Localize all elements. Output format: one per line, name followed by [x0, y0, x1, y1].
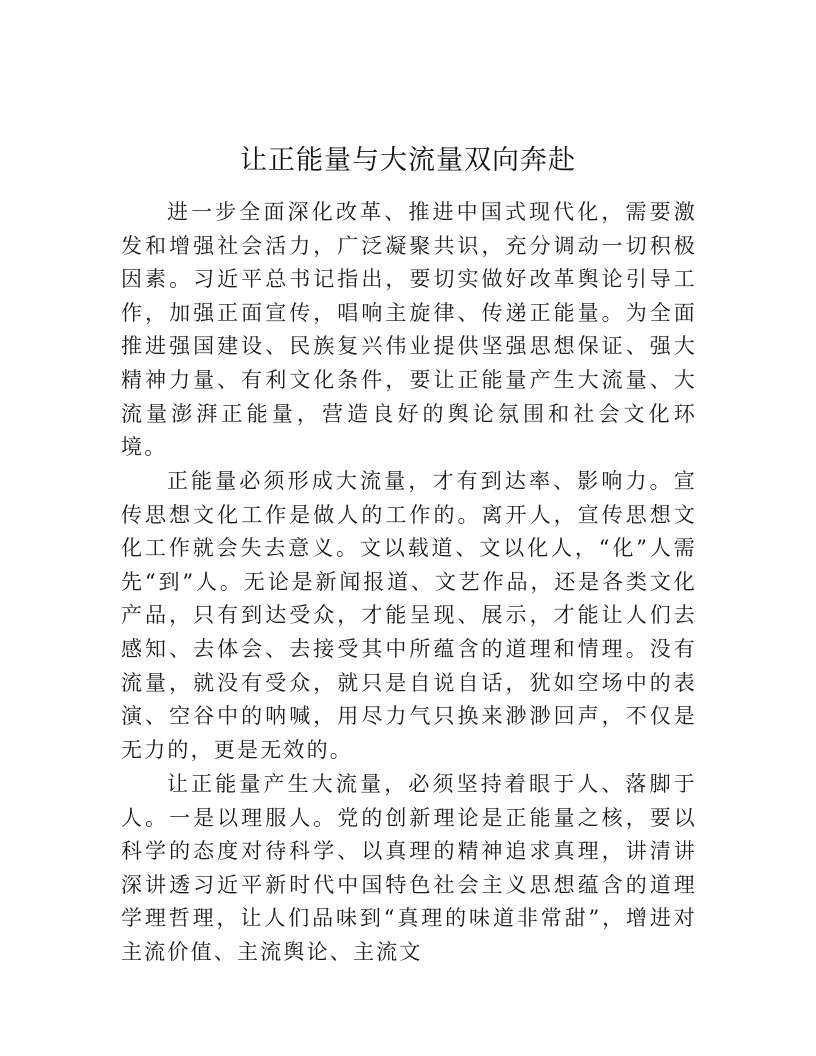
paragraph-1: 进一步全面深化改革、推进中国式现代化，需要激发和增强社会活力，广泛凝聚共识，充分调动一切积极因素。习近平总书记指出，要切实做好改革舆论引导工作，加强正面宣传，唱响主旋律、传递正能量。为全面推进强国建设、民族复兴伟业提供坚强思想保证、强大精神力量、有利文化条件，要让正能量产生大流量、大流量澎湃正能量，营造良好的舆论氛围和社会文化环境。: [121, 200, 697, 460]
paragraph-2: 正能量必须形成大流量，才有到达率、影响力。宣传思想文化工作是做人的工作的。离开人，宣传思想文化工作就会失去意义。文以载道、文以化人，“化”人需先“到”人。无论是新闻报道、文艺作品，还是各类文化产品，只有到达受众，才能呈现、展示，才能让人们去感知、去体会、去接受其中所蕴含的道理和情理。没有流量，就没有受众，就只是自说自话，犹如空场中的表演、空谷中的呐喊，用尽力气只换来渺渺回声，不仅是无力的，更是无效的。: [121, 469, 697, 762]
document-title: 让正能量与大流量双向奔赴: [240, 145, 576, 176]
paragraph-3: 让正能量产生大流量，必须坚持着眼于人、落脚于人。一是以理服人。党的创新理论是正能量之核，要以科学的态度对待科学、以真理的精神追求真理，讲清讲深讲透习近平新时代中国特色社会主义思想蕴含的道理学理哲理，让人们品味到“真理的味道非常甜”，增进对主流价值、主流舆论、主流文: [121, 772, 697, 964]
